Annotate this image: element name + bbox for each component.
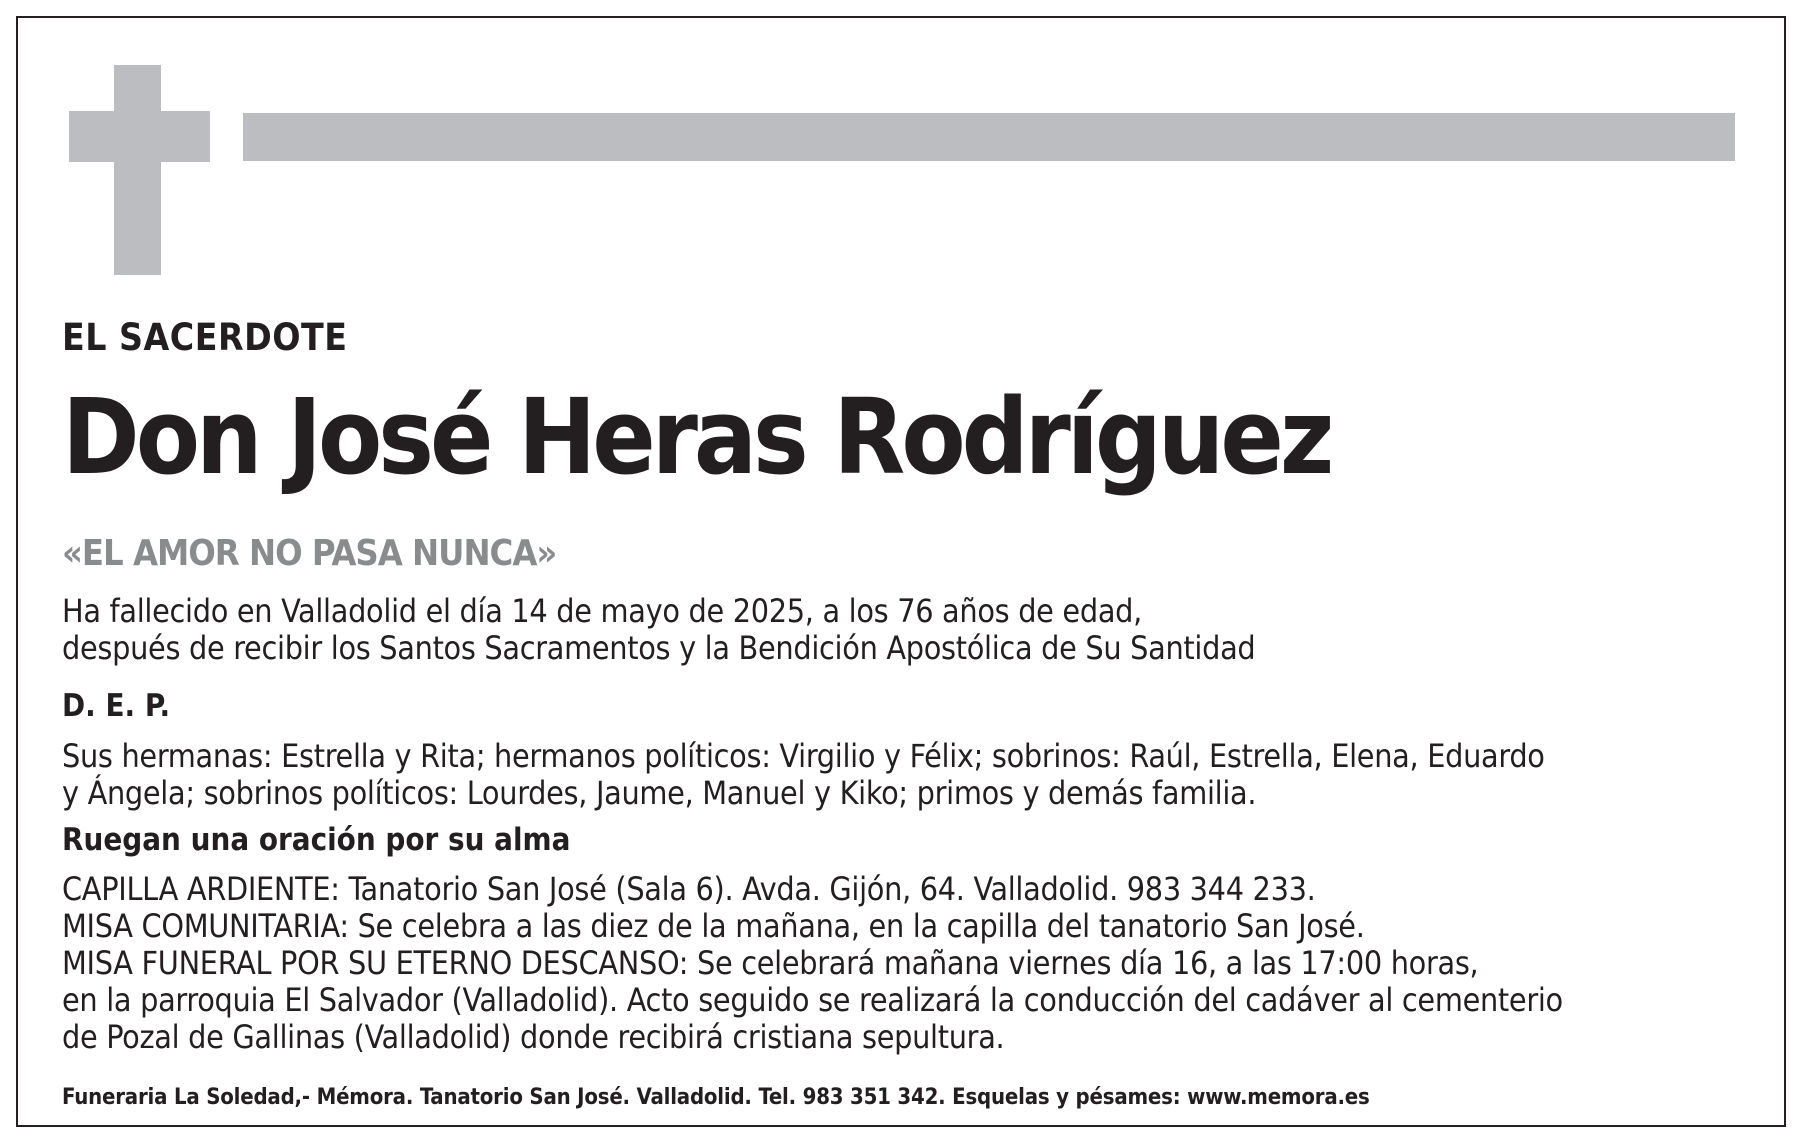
service-line: de Pozal de Gallinas (Valladolid) donde recibirá cristiana sepultura. xyxy=(62,1018,1005,1056)
family-line: y Ángela; sobrinos políticos: Lourdes, Jaume, Manuel y Kiko; primos y demás familia. xyxy=(62,774,1257,812)
deceased-name: Don José Heras Rodríguez xyxy=(62,376,1331,498)
motto: «EL AMOR NO PASA NUNCA» xyxy=(62,533,557,574)
service-details xyxy=(62,871,1563,1056)
cross-vertical-bar xyxy=(114,65,161,275)
death-line: Ha fallecido en Valladolid el día 14 de mayo de 2025, a los 76 años de edad, xyxy=(62,592,1142,630)
death-announcement xyxy=(62,593,1255,667)
service-line: en la parroquia El Salvador (Valladolid). Acto seguido se realizará la conducción del cadáver al cementerio xyxy=(62,981,1563,1019)
funeral-home-footer: Funeraria La Soledad,- Mémora. Tanatorio San José. Valladolid. Tel. 983 351 342. Esquelas y pésames: www.memora.es xyxy=(62,1085,1370,1110)
notice-title: EL SACERDOTE xyxy=(62,316,348,359)
service-line: CAPILLA ARDIENTE: Tanatorio San José (Sala 6). Avda. Gijón, 64. Valladolid. 983 344 233. xyxy=(62,870,1316,908)
header-bar xyxy=(243,113,1735,161)
prayer-request: Ruegan una oración por su alma xyxy=(62,822,571,858)
cross-horizontal-bar xyxy=(69,111,210,162)
service-line: MISA COMUNITARIA: Se celebra a las diez de la mañana, en la capilla del tanatorio San José. xyxy=(62,907,1365,945)
dep-label: D. E. P. xyxy=(62,688,171,724)
service-line: MISA FUNERAL POR SU ETERNO DESCANSO: Se celebrará mañana viernes día 16, a las 17:00 horas, xyxy=(62,944,1479,982)
family-list xyxy=(62,738,1545,812)
death-line: después de recibir los Santos Sacramentos y la Bendición Apostólica de Su Santidad xyxy=(62,629,1256,667)
family-line: Sus hermanas: Estrella y Rita; hermanos políticos: Virgilio y Félix; sobrinos: Raúl, Estrella, Elena, Eduardo xyxy=(62,737,1545,775)
